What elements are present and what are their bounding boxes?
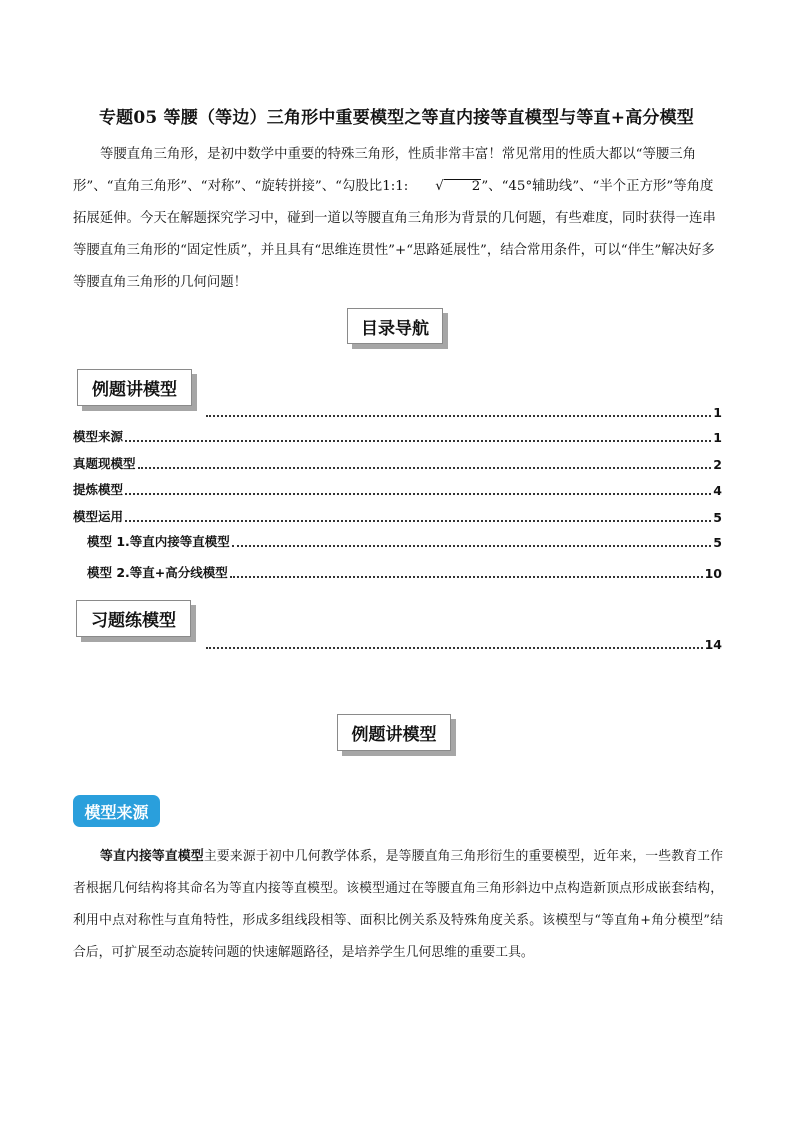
toc-entry-label: 模型 1.等直内接等直模型 [87, 534, 230, 549]
toc-leader-dots [125, 493, 711, 495]
intro-paragraph [73, 139, 723, 299]
toc-page-number: 1 [713, 430, 722, 445]
toc-leader-dots [125, 440, 711, 442]
intro-text-part2: ”、“45°辅助线”、“半个正方形”等角度拓展延伸。今天在解题探究学习中，碰到一道以等腰直角三角形为背景的几何题，有些难度，同时获得一连串等腰直角三角形的“固定性质”，并且具有“思维连贯性”+“思路延展性”，结合常用条件，可以“伴生”解决好多等腰直角三角形的几何问题！ [73, 179, 716, 290]
toc-section-example-box: 例题讲模型 [77, 369, 192, 406]
toc-page-number: 14 [704, 637, 722, 652]
body-text: 主要来源于初中几何教学体系，是等腰直角三角形衍生的重要模型，近年来，一些教育工作者根据几何结构将其命名为等直内接等直模型。该模型通过在等腰直角三角形斜边中点构造新顶点形成嵌套结构，利用中点对称性与直角特性，形成多组线段相等、面积比例关系及特殊角度关系。该模型与“等直角+角分模型”结合后，可扩展至动态旋转问题的快速解题路径，是培养学生几何思维的重要工具。 [73, 849, 724, 960]
toc-entry-refine-model[interactable] [73, 480, 722, 498]
toc-entry-model-use[interactable] [73, 507, 722, 525]
toc-subentry-model-2[interactable] [87, 563, 722, 581]
toc-entry-label: 模型来源 [73, 429, 124, 444]
bold-lead-term: 等直内接等直模型 [100, 849, 204, 864]
toc-entry-exercise[interactable] [204, 634, 722, 652]
toc-page-number: 4 [713, 483, 722, 498]
toc-page-number: 5 [713, 510, 722, 525]
toc-entry-example[interactable] [204, 402, 722, 420]
toc-heading: 目录导航 [347, 308, 443, 344]
toc-leader-dots [206, 415, 711, 417]
toc-entry-label: 模型运用 [73, 509, 124, 524]
toc-leader-dots [125, 520, 711, 522]
toc-leader-dots [232, 545, 711, 547]
toc-leader-dots [206, 647, 703, 649]
intro-text-part1: 等腰直角三角形，是初中数学中重要的特殊三角形，性质非常丰富！常见常用的性质大都以“等腰三角形”、“直角三角形”、“对称”、“旋转拼接”、“勾股比 [73, 147, 697, 194]
toc-entry-model-source[interactable] [73, 427, 722, 445]
toc-page-number: 2 [713, 457, 722, 472]
section-heading-example: 例题讲模型 [337, 714, 451, 751]
sqrt-symbol: √ [435, 179, 444, 194]
document-title: 专题05 等腰（等边）三角形中重要模型之等直内接等直模型与等直+高分模型 [98, 108, 695, 128]
toc-leader-dots [138, 467, 712, 469]
toc-entry-label: 模型 2.等直+高分线模型 [87, 565, 228, 580]
ratio-prefix: 1:1: [382, 179, 409, 194]
sqrt-radicand: 2 [444, 179, 482, 194]
toc-page-number: 1 [713, 405, 722, 420]
toc-section-exercise-box: 习题练模型 [76, 600, 191, 637]
sqrt-expression [408, 171, 481, 203]
toc-leader-dots [230, 576, 703, 578]
toc-entry-label: 真题现模型 [73, 456, 136, 471]
model-source-paragraph [73, 841, 723, 969]
toc-entry-real-exam[interactable] [73, 454, 722, 472]
toc-subentry-model-1[interactable] [87, 532, 722, 550]
toc-page-number: 5 [713, 535, 722, 550]
toc-entry-label: 提炼模型 [73, 482, 124, 497]
toc-page-number: 10 [704, 566, 722, 581]
model-source-badge: 模型来源 [73, 795, 160, 827]
